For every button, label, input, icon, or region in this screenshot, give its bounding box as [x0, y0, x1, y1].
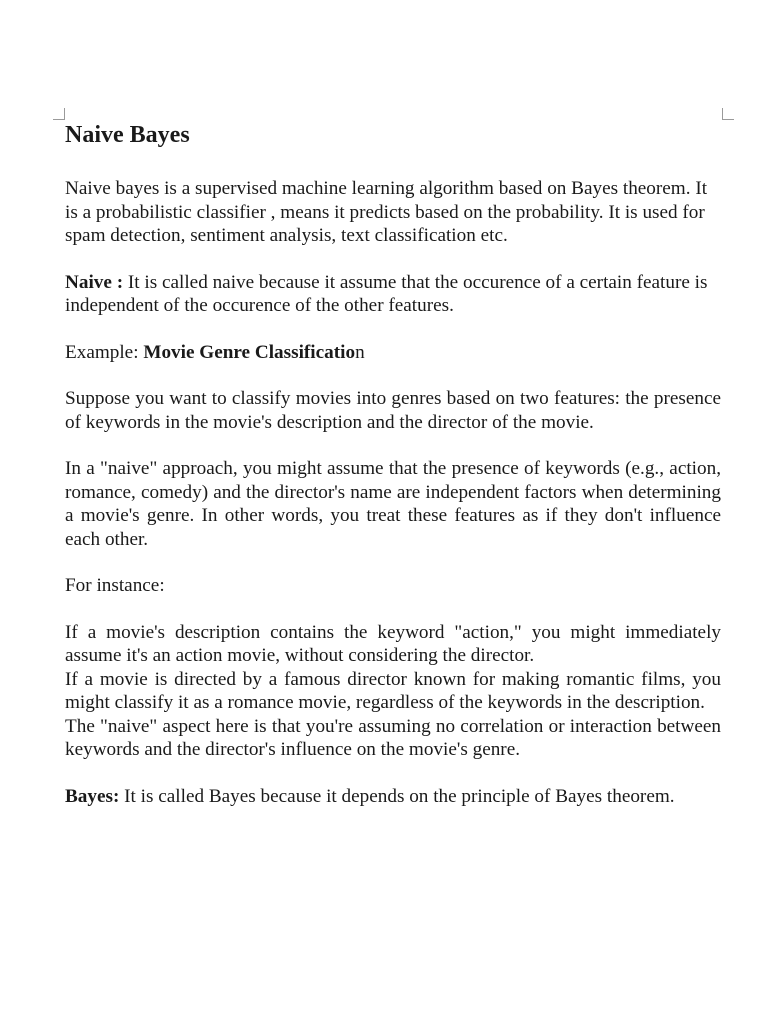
for-instance-paragraph: For instance: [65, 575, 165, 596]
naive-term: Naive : [65, 271, 124, 293]
bayes-term: Bayes: [65, 785, 120, 807]
intro-text: Naive bayes is a supervised machine learning algorithm based on Bayes theorem. It is a probabilistic classifier , means it predicts based on the probability. It is used for spam detection, sentiment analysis, text classification etc. [65, 178, 708, 246]
naive-approach-paragraph: In a "naive" approach, you might assume that the presence of keywords (e.g., action, romance, comedy) and the director's name are independent factors when determining a movie's genre. In other words, you treat these features as if they don't influence each other. [65, 458, 721, 550]
document-title: Naive Bayes [65, 122, 190, 148]
example-title-tail: n [355, 341, 365, 363]
bayes-text: It is called Bayes because it depends on the principle of Bayes theorem. [119, 785, 675, 807]
example-title: Movie Genre Classificatio [143, 341, 356, 363]
page-margin-corner-top-right [722, 108, 734, 120]
example-heading [65, 341, 721, 365]
instance-3-paragraph: The "naive" aspect here is that you're assuming no correlation or interaction between keywords and the director's influence on the movie's genre. [65, 715, 721, 760]
example-label: Example: [65, 341, 144, 363]
document-body[interactable] [65, 118, 721, 831]
suppose-paragraph: Suppose you want to classify movies into genres based on two features: the presence of keywords in the movie's description and the director of the movie. [65, 388, 721, 433]
intro-paragraph [65, 177, 721, 248]
naive-text: It is called naive because it assume that the occurence of a certain feature is independent of the occurence of the other features. [65, 271, 708, 316]
instance-1-paragraph: If a movie's description contains the keyword "action," you might immediately assume it's an action movie, without considering the director. [65, 621, 721, 666]
naive-definition-paragraph [65, 271, 721, 318]
instance-2-paragraph: If a movie is directed by a famous director known for making romantic films, you might classify it as a romance movie, regardless of the keywords in the description. [65, 668, 721, 713]
page-margin-corner-top-left [53, 108, 65, 120]
bayes-definition-paragraph [65, 785, 721, 809]
